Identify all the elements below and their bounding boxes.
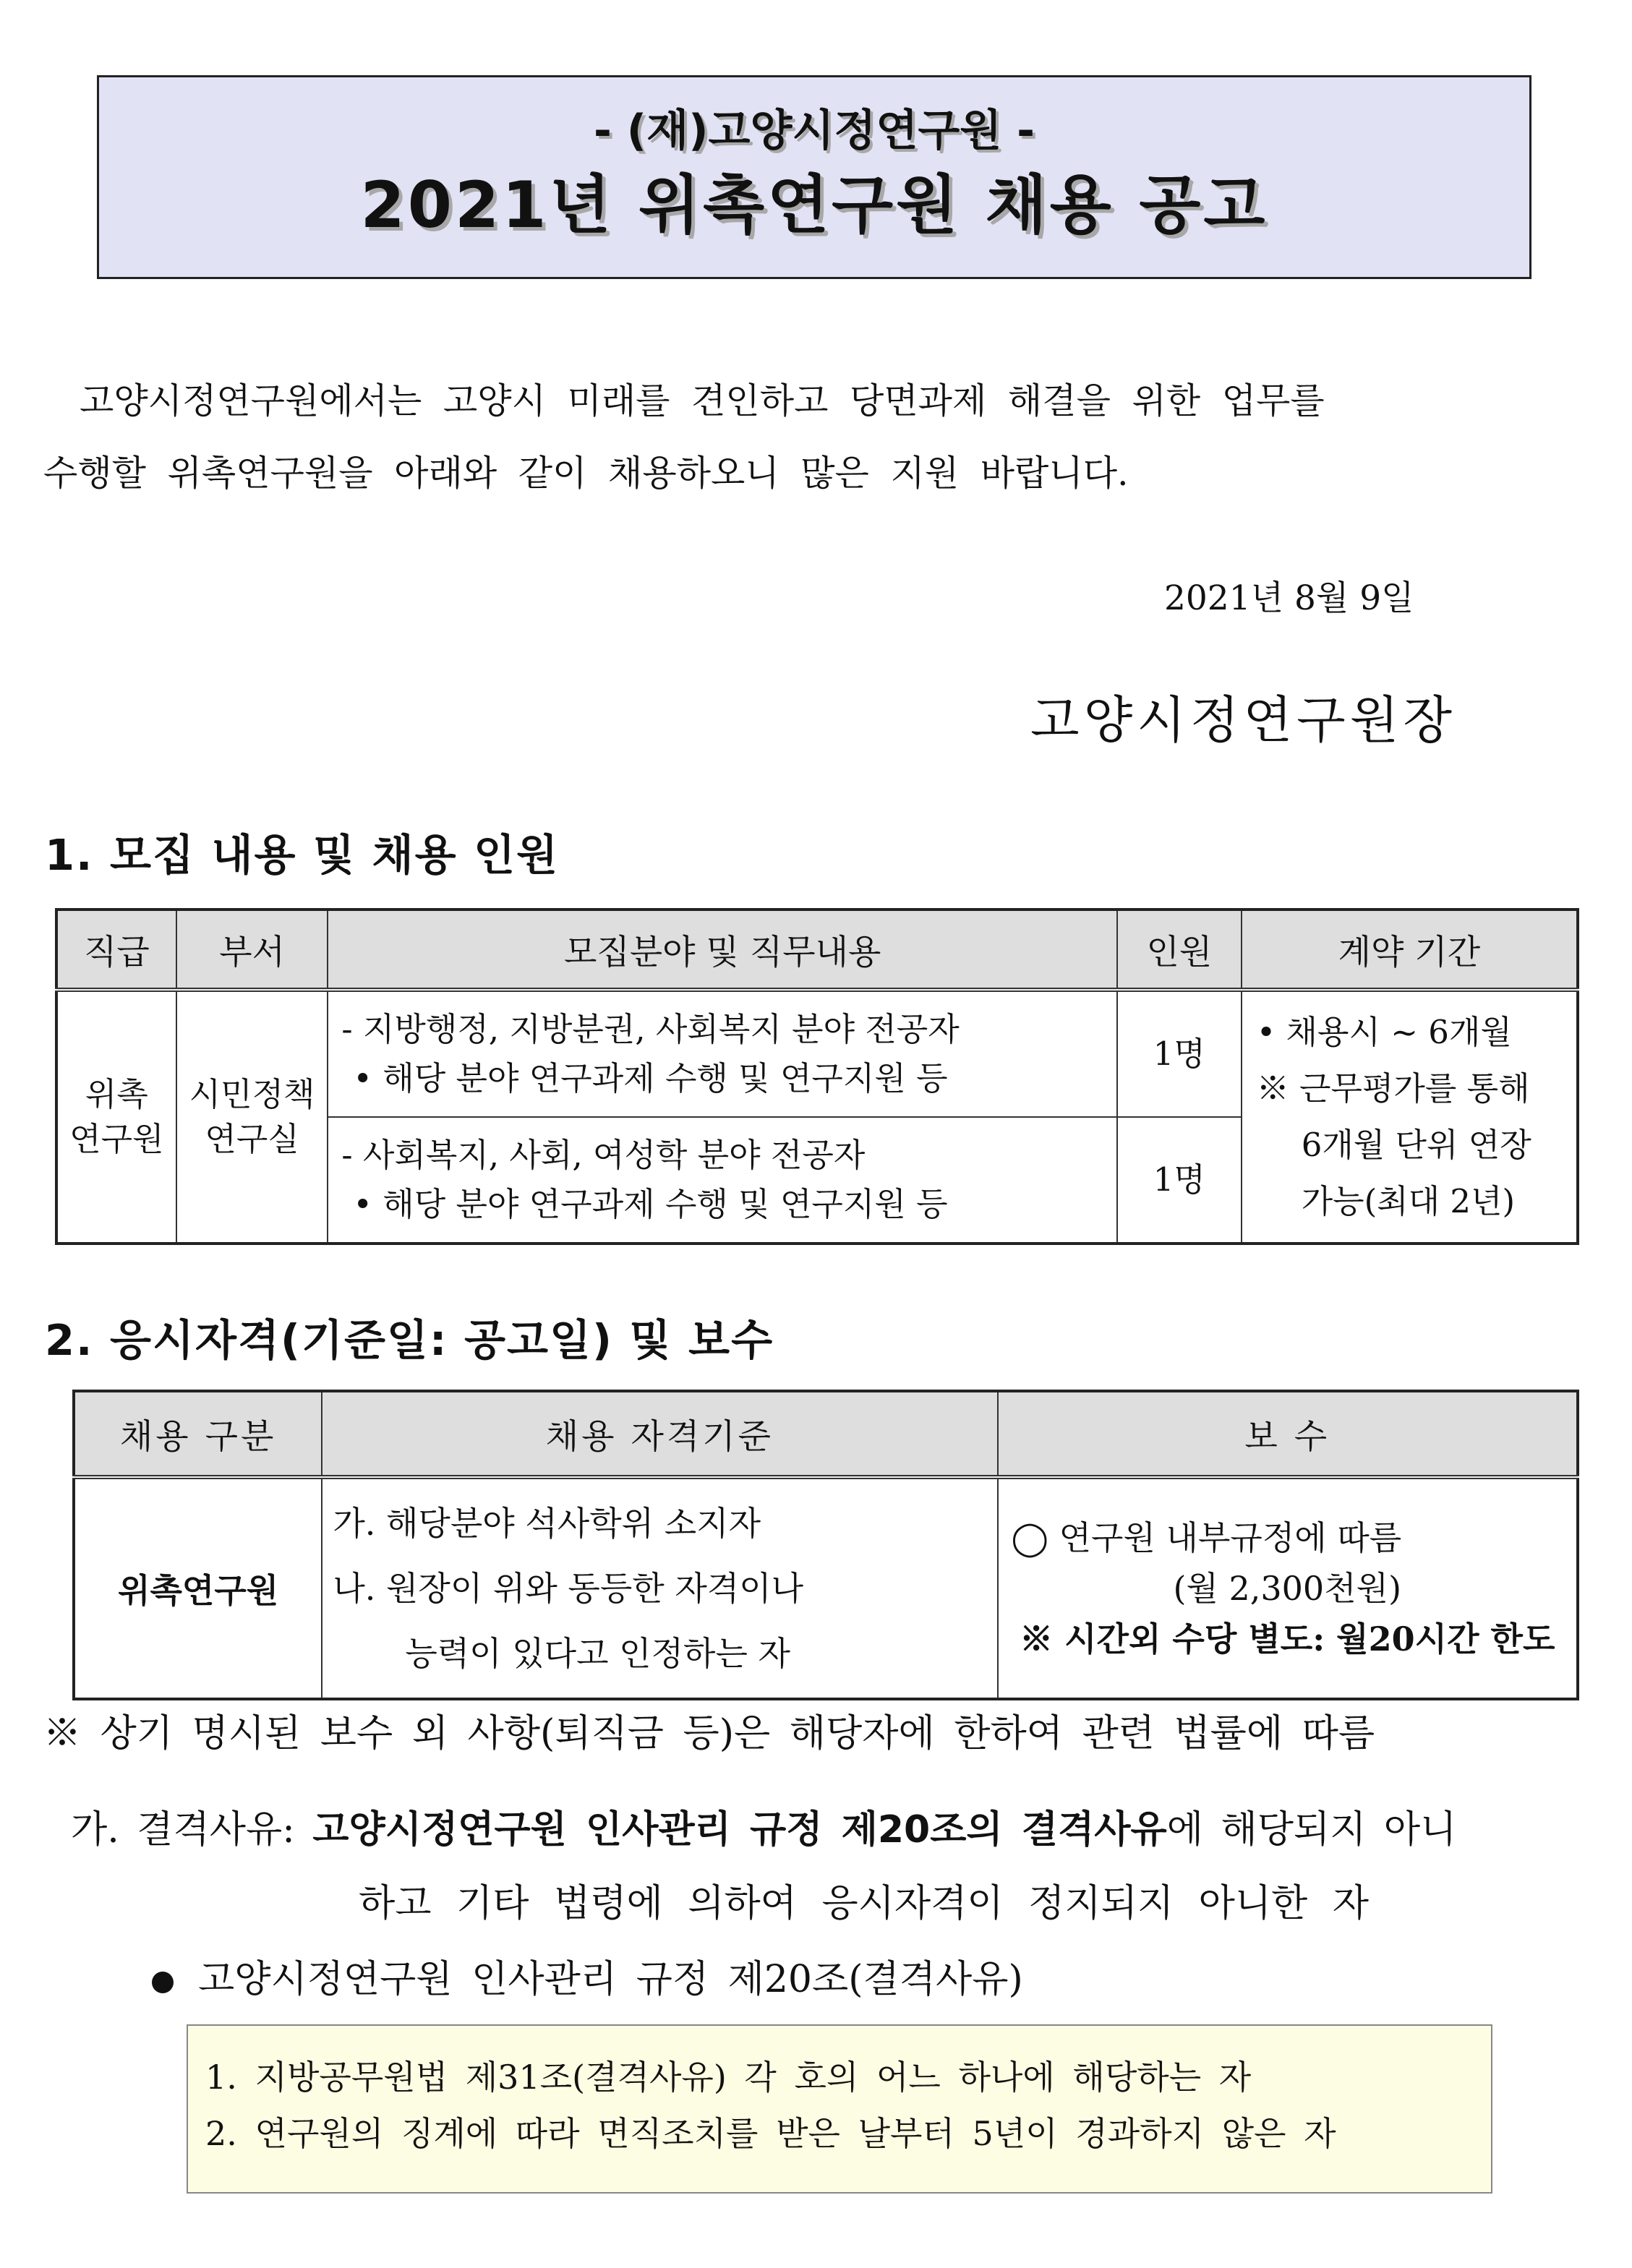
period-line-1: • 채용시 ~ 6개월 [1256, 1013, 1512, 1051]
title-box [97, 75, 1531, 279]
table-header-row [56, 910, 1578, 990]
page-title: 2021년 위촉연구원 채용 공고 [360, 168, 1268, 242]
regulation-item: 1. 지방공무원법 제31조(결격사유) 각 호의 어느 하나에 해당하는 자 [205, 2058, 1252, 2097]
disqualification-line-2: 하고 기타 법령에 의하여 응시자격이 정지되지 아니한 자 [359, 1882, 1370, 1925]
pay-note: ※ 상기 명시된 보수 외 사항(퇴직금 등)은 해당자에 한하여 관련 법률에 따름 [43, 1712, 1375, 1755]
recruitment-table [55, 908, 1579, 1245]
category-cell: 위촉연구원 [74, 1477, 322, 1699]
intro-paragraph [43, 365, 1584, 510]
pay-line-1: ◯ 연구원 내부규정에 따름 [1011, 1518, 1402, 1557]
duty-cell [328, 1117, 1117, 1244]
title-subtitle: - (재)고양시정연구원 - [593, 106, 1035, 156]
disqualification-rule: 고양시정연구원 인사관리 규정 제20조의 결격사유 [312, 1808, 1167, 1852]
dept-cell: 시민정책 연구실 [176, 990, 328, 1244]
pay-line-3: ※ 시간외 수당 별도: 월20시간 한도 [1020, 1619, 1555, 1659]
count-cell: 1명 [1117, 1117, 1242, 1244]
count-cell: 1명 [1117, 990, 1242, 1117]
intro-line-2: 수행할 위촉연구원을 아래와 같이 채용하오니 많은 지원 바랍니다. [43, 453, 1129, 494]
disqualification-suffix: 에 해당되지 아니 [1166, 1808, 1457, 1852]
criteria-a: 가. 해당분야 석사학위 소지자 [333, 1504, 761, 1543]
criteria-cell [322, 1477, 997, 1699]
signatory: 고양시정연구원장 [1030, 690, 1456, 750]
header-period: 계약 기간 [1242, 910, 1578, 990]
header-dept: 부서 [176, 910, 328, 990]
period-line-2: ※ 근무평가를 통해 [1256, 1069, 1530, 1108]
criteria-b-cont: 능력이 있다고 인정하는 자 [405, 1634, 790, 1673]
duty-task: • 해당 분야 연구과제 수행 및 연구지원 등 [353, 1185, 948, 1223]
duty-field: - 지방행정, 지방분권, 사회복지 분야 전공자 [341, 1010, 960, 1048]
regulation-bullet [152, 1948, 1023, 2003]
section-1-heading: 1. 모집 내용 및 채용 인원 [45, 830, 560, 880]
pay-line-2: (월 2,300천원) [1173, 1569, 1402, 1608]
period-line-4: 가능(최대 2년) [1301, 1182, 1516, 1220]
period-cell [1242, 990, 1578, 1244]
header-pay: 보 수 [998, 1391, 1578, 1477]
table-row [74, 1477, 1578, 1699]
bullet-icon [152, 1972, 174, 1993]
intro-line-1: 고양시정연구원에서는 고양시 미래를 견인하고 당면과제 해결을 위한 업무를 [80, 380, 1325, 421]
regulation-title: 고양시정연구원 인사관리 규정 제20조(결격사유) [198, 1958, 1023, 2001]
criteria-b: 나. 원장이 위와 동등한 자격이나 [333, 1569, 804, 1608]
announcement-date: 2021년 8월 9일 [1164, 578, 1414, 618]
disqualification-line-1 [71, 1799, 1456, 1853]
header-duty: 모집분야 및 직무내용 [328, 910, 1117, 990]
pay-cell [998, 1477, 1578, 1699]
header-category: 채용 구분 [74, 1391, 322, 1477]
duty-task: • 해당 분야 연구과제 수행 및 연구지원 등 [353, 1059, 948, 1097]
disqualification-prefix: 가. 결격사유: [71, 1808, 313, 1852]
duty-field: - 사회복지, 사회, 여성학 분야 전공자 [341, 1136, 866, 1174]
rank-cell: 위촉 연구원 [56, 990, 176, 1244]
duty-cell [328, 990, 1117, 1117]
header-criteria: 채용 자격기준 [322, 1391, 997, 1477]
regulation-box [187, 2024, 1492, 2194]
period-line-3: 6개월 단위 연장 [1301, 1126, 1531, 1164]
qualification-table [72, 1390, 1579, 1700]
header-rank: 직급 [56, 910, 176, 990]
table-header-row [74, 1391, 1578, 1477]
table-row [56, 990, 1578, 1117]
regulation-item: 2. 연구원의 징계에 따라 면직조치를 받은 날부터 5년이 경과하지 않은 자 [205, 2114, 1336, 2153]
section-2-heading: 2. 응시자격(기준일: 공고일) 및 보수 [45, 1315, 774, 1365]
header-count: 인원 [1117, 910, 1242, 990]
